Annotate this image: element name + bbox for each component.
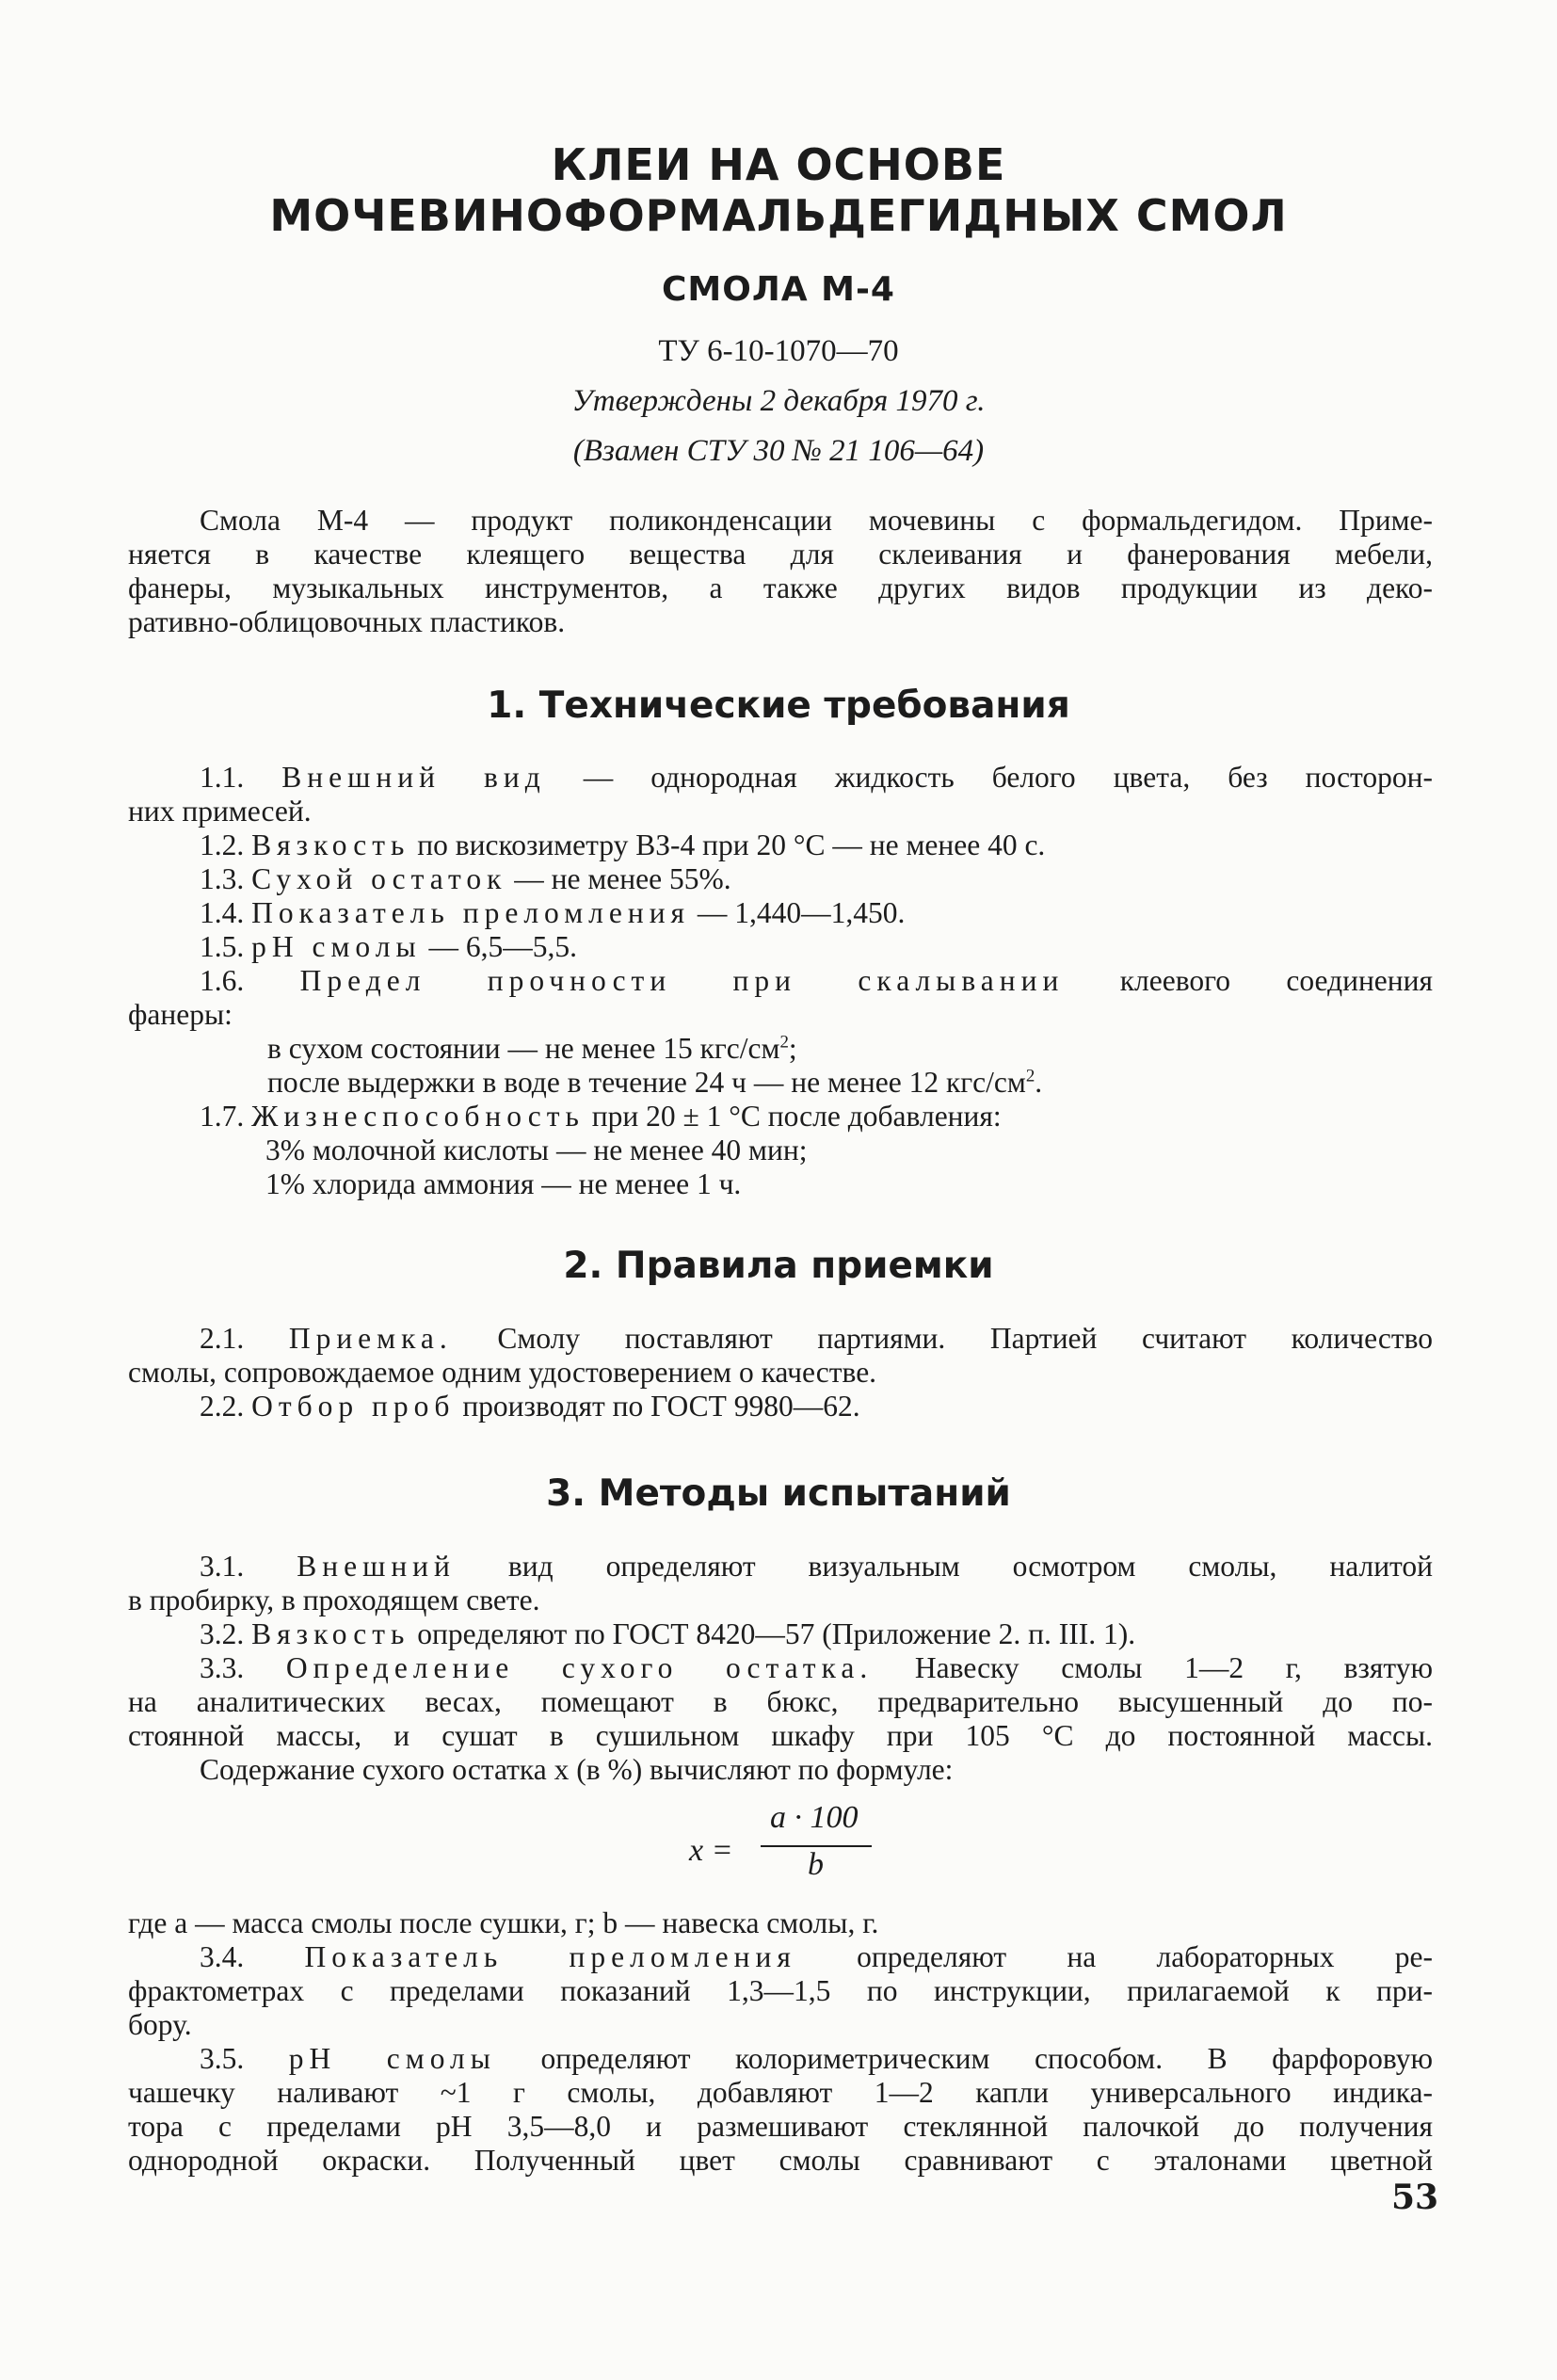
clause-term: рН смолы bbox=[288, 2042, 496, 2075]
clause-term: Определение сухого остатка. bbox=[285, 1651, 874, 1684]
replaces-note: (Взамен СТУ 30 № 21 106—64) bbox=[572, 434, 985, 468]
intro-paragraph bbox=[128, 504, 1433, 639]
intro-line: няется в качестве клеящего вещества для склеивания и фанерования мебели, bbox=[128, 538, 1433, 571]
clause-term: Внешний bbox=[297, 1550, 456, 1583]
page-number: 53 bbox=[1391, 2178, 1439, 2217]
clause-1-7-ammonium: 1% хлорида аммония — не менее 1 ч. bbox=[265, 1167, 742, 1200]
clause-number: 1.1. bbox=[200, 761, 282, 794]
clause-1-5: 1.5. рН смолы — 6,5—5,5. bbox=[200, 930, 578, 963]
clause-term: Показатель преломления bbox=[304, 1940, 796, 1973]
clause-1-3: 1.3. Сухой остаток — не менее 55%. bbox=[200, 862, 731, 895]
clause-3-2: 3.2. Вязкость определяют по ГОСТ 8420—57 (Приложение 2. п. III. 1). bbox=[200, 1617, 1136, 1650]
section-2-heading: 2. Правила приемки bbox=[563, 1245, 994, 1287]
clause-3-5: 3.5. рН смолы определяют колориметрическим способом. В фарфоровую чашечку наливают ~1 г смолы, добавляют 1—2 капли универсального индика- тора с пределами рН 3,5—8,0 и размешивают стеклянной палочкой до получения однородной окраски. Полученный цвет смолы сравнивают с эталонами цветной bbox=[128, 2042, 1434, 2177]
clause-term: Предел прочности при скалывании bbox=[299, 964, 1065, 997]
clause-2-2: 2.2. Отбор проб производят по ГОСТ 9980—62. bbox=[200, 1390, 860, 1423]
clause-1-4: 1.4. Показатель преломления — 1,440—1,450. bbox=[200, 896, 906, 929]
clause-3-4: 3.4. Показатель преломления определяют на лабораторных ре- фрактометрах с пределами показаний 1,3—1,5 по инструкции, прилагаемой к при- бору. bbox=[128, 1940, 1433, 2041]
intro-line: ративно-облицовочных пластиков. bbox=[128, 605, 566, 638]
clause-3-3: 3.3. Определение сухого остатка. Навеску смолы 1—2 г, взятую на аналитических весах, помещают в бюкс, предварительно высушенный до по- стоянной массы, и сушат в сушильном шкафу при 105 °С до постоянной массы. Содержание сухого остатка x (в %) вычисляют по формуле: bbox=[128, 1651, 1434, 1786]
approval-date: Утверждены 2 декабря 1970 г. bbox=[571, 384, 986, 418]
clause-1-6-wet: после выдержки в воде в течение 24 ч — не менее 12 кгс/$см^2$. bbox=[267, 1066, 1043, 1099]
clause-term: Приемка. bbox=[288, 1322, 453, 1355]
clause-1-7: 1.7. Жизнеспособность при 20 ± 1 °С после добавления: bbox=[200, 1100, 1002, 1133]
title-line-2: МОЧЕВИНОФОРМАЛЬДЕГИДНЫХ СМОЛ bbox=[269, 190, 1288, 241]
clause-3-1: 3.1. Внешний вид определяют визуальным осмотром смолы, налитой в пробирку, в проходящем свете. bbox=[128, 1550, 1434, 1616]
formula-denominator: b bbox=[808, 1847, 824, 1882]
clause-term: рН смолы bbox=[251, 930, 422, 963]
clause-1-6-dry: в сухом состоянии — не менее 15 кгс/$см^2$; bbox=[267, 1032, 797, 1065]
clause-term: Сухой остаток bbox=[251, 862, 507, 895]
clause-term: Показатель преломления bbox=[251, 896, 691, 929]
clause-1-7-lactic: 3% молочной кислоты — не менее 40 мин; bbox=[265, 1134, 808, 1166]
intro-line: Смола М-4 — продукт поликонденсации мочевины с формальдегидом. Приме- bbox=[200, 504, 1433, 537]
formula-legend: где a — масса смолы после сушки, г; b — навеска смолы, г. bbox=[128, 1906, 879, 1939]
formula-lhs: x = bbox=[689, 1833, 733, 1868]
clause-term: Внешний вид bbox=[281, 761, 546, 794]
section-3-heading: 3. Методы испытаний bbox=[546, 1472, 1011, 1515]
clause-text: — однородная жидкость белого цвета, без посторон- bbox=[545, 761, 1434, 794]
formula-numerator: a · 100 bbox=[770, 1800, 859, 1835]
section-1-heading: 1. Технические требования bbox=[487, 684, 1070, 727]
clause-term: Жизнеспособность bbox=[251, 1100, 585, 1133]
clause-text: них примесей. bbox=[128, 795, 312, 828]
tu-code: ТУ 6-10-1070—70 bbox=[658, 334, 899, 368]
intro-line: фанеры, музыкальных инструментов, а также других видов продукции из деко- bbox=[128, 571, 1433, 604]
subtitle: СМОЛА М-4 bbox=[662, 270, 895, 309]
clause-1-1 bbox=[128, 761, 1433, 828]
clause-2-1: 2.1. Приемка. Смолу поставляют партиями. Партией считают количество смолы, сопровождаемое одним удостоверением о качестве. bbox=[128, 1322, 1433, 1389]
clause-1-6: 1.6. Предел прочности при скалывании клеевого соединения фанеры: bbox=[128, 964, 1433, 1031]
title-line-1: КЛЕИ НА ОСНОВЕ bbox=[551, 139, 1006, 190]
clause-term: Отбор проб bbox=[251, 1390, 456, 1423]
clause-term: Вязкость bbox=[251, 828, 410, 861]
clause-1-2: 1.2. Вязкость по вискозиметру ВЗ-4 при 20 °С — не менее 40 с. bbox=[200, 828, 1046, 861]
clause-term: Вязкость bbox=[251, 1617, 410, 1650]
